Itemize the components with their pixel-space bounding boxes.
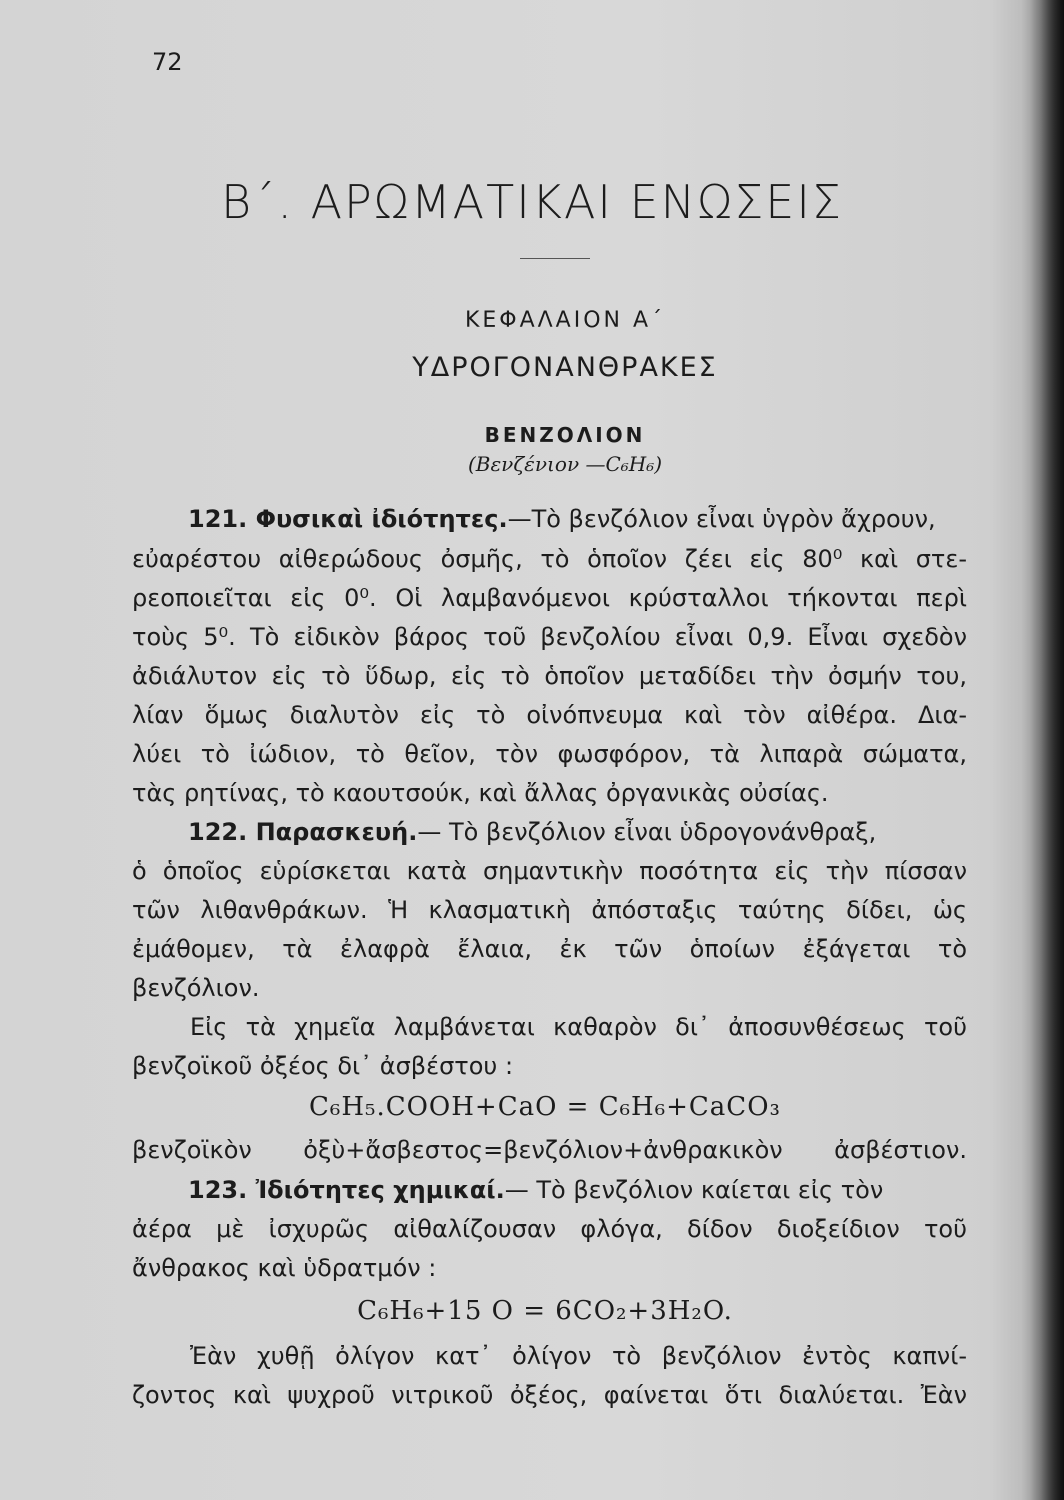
paragraph-123-line-3: ἄνθρακος καὶ ὑδρατμόν : — [132, 1254, 437, 1282]
paragraph-122-line-1 — [188, 818, 967, 846]
paragraph-121-line-2: εὐαρέστου αἰθερώδους ὀσμῆς, τὸ ὁποῖον ζέει εἰς 80⁰ καὶ στε- — [132, 545, 967, 573]
section-subtitle: (Βενζένιον —C₆H₆) — [467, 452, 663, 476]
combustion-formula-text: C₆H₆+15 O = 6CO₂+3H₂O. — [357, 1296, 733, 1326]
combustion-formula — [0, 1296, 1064, 1326]
page-number: 72 — [152, 48, 183, 76]
paragraph-122-lab-line-1: Εἰς τὰ χημεῖα λαμβάνεται καθαρὸν δι᾽ ἀποσυνθέσεως τοῦ — [190, 1013, 967, 1041]
section-title: ΒΕΝΖΟΛΙΟΝ — [484, 423, 646, 447]
paragraph-122-line-1-text: — Τὸ βενζόλιον εἶναι ὑδρογονάνθραξ, — [417, 818, 877, 846]
paragraph-123-line-1 — [188, 1176, 967, 1204]
paragraph-122-line-5: βενζόλιον. — [132, 974, 260, 1002]
paragraph-121-line-1-text: —Τὸ βενζόλιον εἶναι ὑγρὸν ἄχρουν, — [507, 505, 936, 533]
divider-rule — [520, 258, 590, 259]
part-title: Β΄. ΑΡΩΜΑΤΙΚΑΙ ΕΝΩΣΕΙΣ — [221, 175, 843, 229]
paragraph-121-line-6: λίαν ὅμως διαλυτὸν εἰς τὸ οἰνόπνευμα καὶ τὸν αἰθέρα. Δια- — [132, 701, 967, 729]
paragraph-122-heading: 122. Παρασκευή. — [188, 818, 418, 846]
paragraph-121-line-3: ρεοποιεῖται εἰς 0⁰. Οἱ λαμβανόμενοι κρύσταλλοι τήκονται περὶ — [132, 584, 967, 612]
benzoic-acid-formula-words: βενζοϊκὸν ὀξὺ+ἄσβεστος=βενζόλιον+ἀνθρακικὸν ἀσβέστιον. — [132, 1136, 967, 1164]
paragraph-121-line-4: τοὺς 5⁰. Τὸ εἰδικὸν βάρος τοῦ βενζολίου εἶναι 0,9. Εἶναι σχεδὸν — [132, 623, 967, 651]
paragraph-122-line-2: ὁ ὁποῖος εὑρίσκεται κατὰ σημαντικὴν ποσότητα εἰς τὴν πίσσαν — [132, 857, 967, 885]
paragraph-121-heading: 121. Φυσικαὶ ἰδιότητες. — [188, 505, 508, 533]
paragraph-121-line-8: τὰς ρητίνας, τὸ καουτσούκ, καὶ ἄλλας ὀργανικὰς οὐσίας. — [132, 779, 829, 807]
paragraph-121-line-1 — [188, 505, 967, 533]
paragraph-123-heading: 123. Ἰδιότητες χημικαί. — [188, 1176, 505, 1204]
chapter-title: ΥΔΡΟΓΟΝΑΝΘΡΑΚΕΣ — [412, 352, 718, 383]
chapter-label: ΚΕΦΑΛΑΙΟΝ Α΄ — [464, 308, 666, 333]
paragraph-121-line-7: λύει τὸ ἰώδιον, τὸ θεῖον, τὸν φωσφόρον, τὰ λιπαρὰ σώματα, — [132, 740, 967, 768]
paragraph-122-lab-line-2: βενζοϊκοῦ ὀξέος δι᾽ ἀσβέστου : — [132, 1052, 514, 1080]
paragraph-123-line-1-text: — Τὸ βενζόλιον καίεται εἰς τὸν — [504, 1176, 884, 1204]
paragraph-123-after-line-2: ζοντος καὶ ψυχροῦ νιτρικοῦ ὀξέος, φαίνεται ὅτι διαλύεται. Ἐὰν — [132, 1381, 967, 1409]
paragraph-123-line-2: ἀέρα μὲ ἰσχυρῶς αἰθαλίζουσαν φλόγα, δίδον διοξείδιον τοῦ — [132, 1215, 967, 1243]
benzoic-acid-formula — [0, 1092, 1064, 1122]
benzoic-acid-formula-text: C₆H₅.COOH+CaO = C₆H₆+CaCO₃ — [309, 1092, 781, 1122]
paragraph-122-line-3: τῶν λιθανθράκων. Ἡ κλασματικὴ ἀπόσταξις ταύτης δίδει, ὡς — [132, 896, 967, 924]
paragraph-122-line-4: ἐμάθομεν, τὰ ἐλαφρὰ ἔλαια, ἐκ τῶν ὁποίων ἐξάγεται τὸ — [132, 935, 967, 963]
paragraph-121-line-5: ἀδιάλυτον εἰς τὸ ὕδωρ, εἰς τὸ ὁποῖον μεταδίδει τὴν ὀσμήν του, — [132, 662, 967, 690]
paragraph-123-after-line-1: Ἐὰν χυθῇ ὀλίγον κατ᾽ ὀλίγον τὸ βενζόλιον ἐντὸς καπνί- — [190, 1342, 967, 1370]
